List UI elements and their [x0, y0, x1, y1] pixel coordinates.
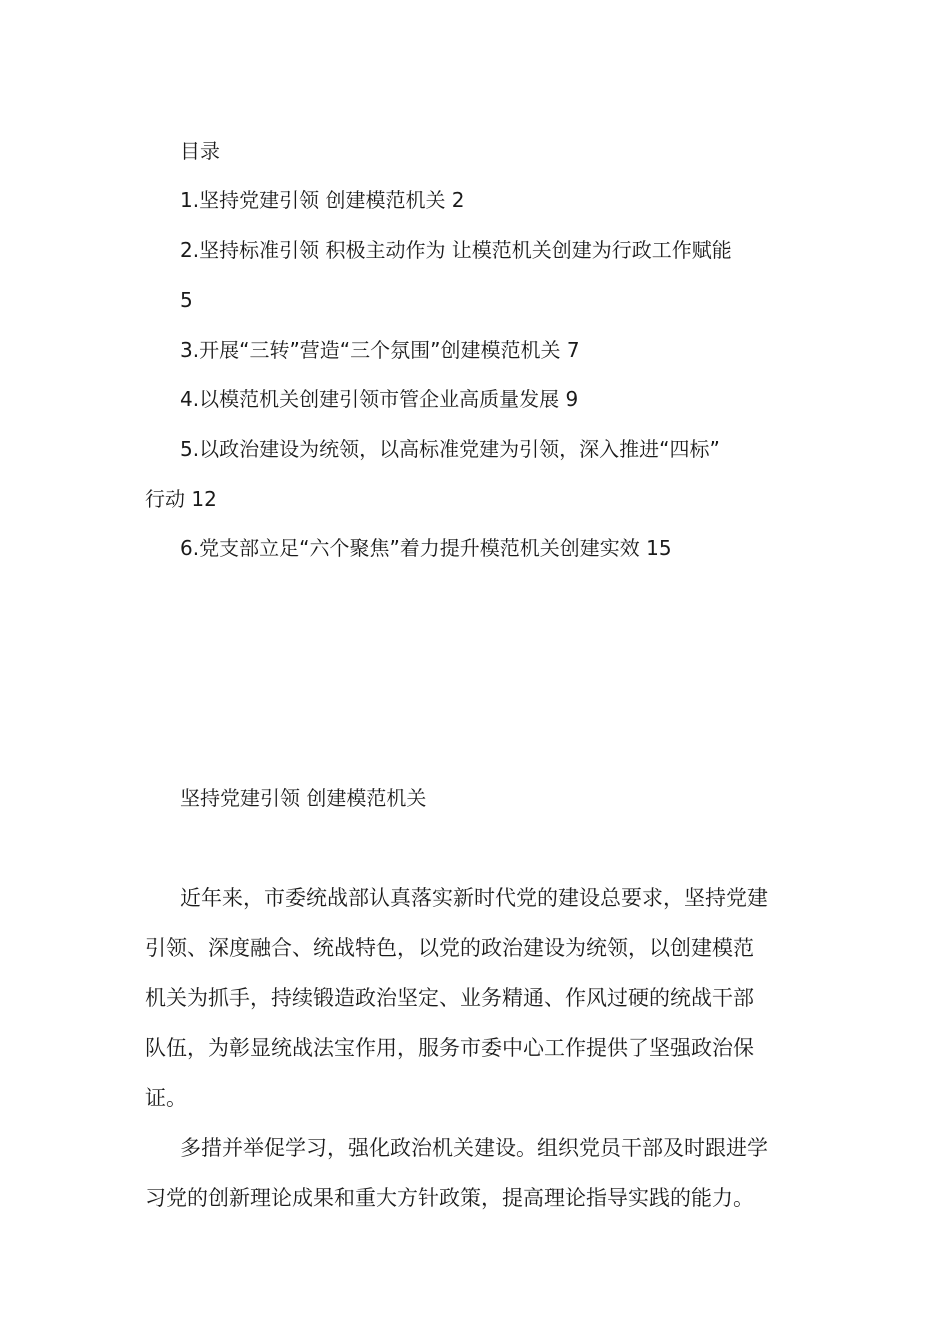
toc-item-2-page: 5: [180, 288, 193, 312]
body-line-2: 引领、深度融合、统战特色，以党的政治建设为统领，以创建模范: [145, 936, 754, 960]
toc-item-4: 4.以模范机关创建引领市管企业高质量发展 9: [180, 387, 579, 411]
body-line-4: 队伍，为彰显统战法宝作用，服务市委中心工作提供了坚强政治保: [145, 1036, 754, 1060]
toc-item-6: 6.党支部立足“六个聚焦”着力提升模范机关创建实效 15: [180, 536, 672, 560]
toc-item-5: 5.以政治建设为统领，以高标准党建为引领，深入推进“四标”: [180, 437, 720, 461]
toc-item-1: 1.坚持党建引领 创建模范机关 2: [180, 188, 465, 212]
body-line-5: 证。: [145, 1086, 187, 1110]
toc-item-3: 3.开展“三转”营造“三个氛围”创建模范机关 7: [180, 338, 580, 362]
toc-heading: 目录: [180, 139, 220, 163]
body-line-7: 习党的创新理论成果和重大方针政策，提高理论指导实践的能力。: [145, 1186, 754, 1210]
toc-item-5-continued: 行动 12: [145, 487, 217, 511]
body-line-6: 多措并举促学习，强化政治机关建设。组织党员干部及时跟进学: [180, 1136, 768, 1160]
toc-item-2: 2.坚持标准引领 积极主动作为 让模范机关创建为行政工作赋能: [180, 238, 732, 262]
body-line-3: 机关为抓手，持续锻造政治坚定、业务精通、作风过硬的统战干部: [145, 986, 754, 1010]
section-title: 坚持党建引领 创建模范机关: [180, 786, 427, 810]
body-line-1: 近年来，市委统战部认真落实新时代党的建设总要求，坚持党建: [180, 886, 768, 910]
